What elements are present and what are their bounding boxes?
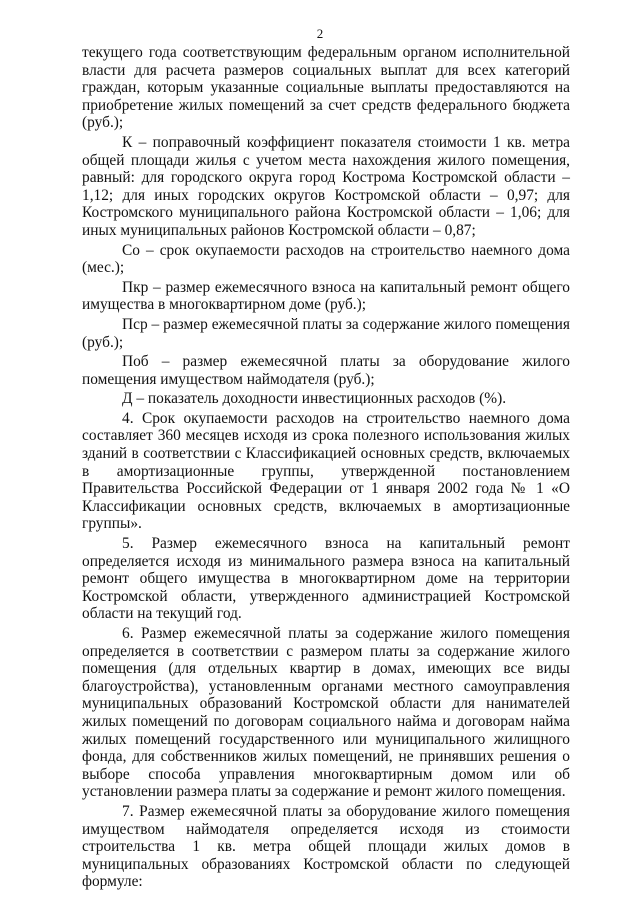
paragraph-coefficient-k: К – поправочный коэффициент показателя стоимости 1 кв. метра общей площади жилья с учетом места нахождения жилого помещения, равный: для городского округа город Кострома Костромской области – 1,12; для иных городских округов Костромской области – 0,97; для Костромского муниципального района Костромской области – 1,06; для иных муниципальных районов Костромской области – 0,87;: [82, 133, 570, 239]
paragraph-item-6: 6. Размер ежемесячной платы за содержание жилого помещения определяется в соответствии с размером платы за содержание жилого помещения (для отдельных квартир в домах, имеющих все виды благоустройства), установленным органами местного самоуправления муниципальных образований Костромской области для нанимателей жилых помещений по договорам социального найма и договорам найма жилых помещений государственного или муниципального жилищного фонда, для собственников жилых помещений, не принявших решения о выборе способа управления многоквартирным домом или об установлении размера платы за содержание и ремонт жилого помещения.: [82, 625, 570, 801]
paragraph-continuation: текущего года соответствующим федеральным органом исполнительной власти для расчета размеров социальных выплат для всех категорий граждан, которым указанные социальные выплаты предоставляются на приобретение жилых помещений за счет средств федерального бюджета (руб.);: [82, 44, 570, 132]
page-number: 2: [316, 26, 324, 41]
paragraph-item-7: 7. Размер ежемесячной платы за оборудование жилого помещения имуществом наймодателя определяется исходя из стоимости строительства 1 кв. метра общей площади жилых домов в муниципальных образованиях Костромской области по следующей формуле:: [82, 802, 570, 891]
paragraph-item-5: 5. Размер ежемесячного взноса на капитальный ремонт определяется исходя из минимального размера взноса на капитальный ремонт общего имущества в многоквартирном доме на территории Костромской области, утвержденного администрацией Костромской области на текущий год.: [82, 535, 570, 623]
paragraph-co: Со – срок окупаемости расходов на строительство наемного дома (мес.);: [82, 241, 570, 277]
paragraph-pob: Поб – размер ежемесячной платы за оборудование жилого помещения имуществом наймодателя (руб.);: [82, 353, 570, 388]
paragraph-pkr: Пкр – размер ежемесячного взноса на капитальный ремонт общего имущества в многоквартирном доме (руб.);: [82, 278, 570, 314]
paragraph-d: Д – показатель доходности инвестиционных расходов (%).: [122, 390, 507, 408]
paragraph-item-4: 4. Срок окупаемости расходов на строительство наемного дома составляет 360 месяцев исходя из срока полезного использования жилых зданий в соответствии с Классификацией основных средств, включаемых в амортизационные группы, утвержденной постановлением Правительства Российской Федерации от 1 января 2002 года № 1 «О Классификации основных средств, включаемых в амортизационные группы».: [82, 409, 570, 533]
document-body: [82, 44, 570, 893]
paragraph-psr: Пср – размер ежемесячной платы за содержание жилого помещения (руб.);: [82, 315, 570, 351]
